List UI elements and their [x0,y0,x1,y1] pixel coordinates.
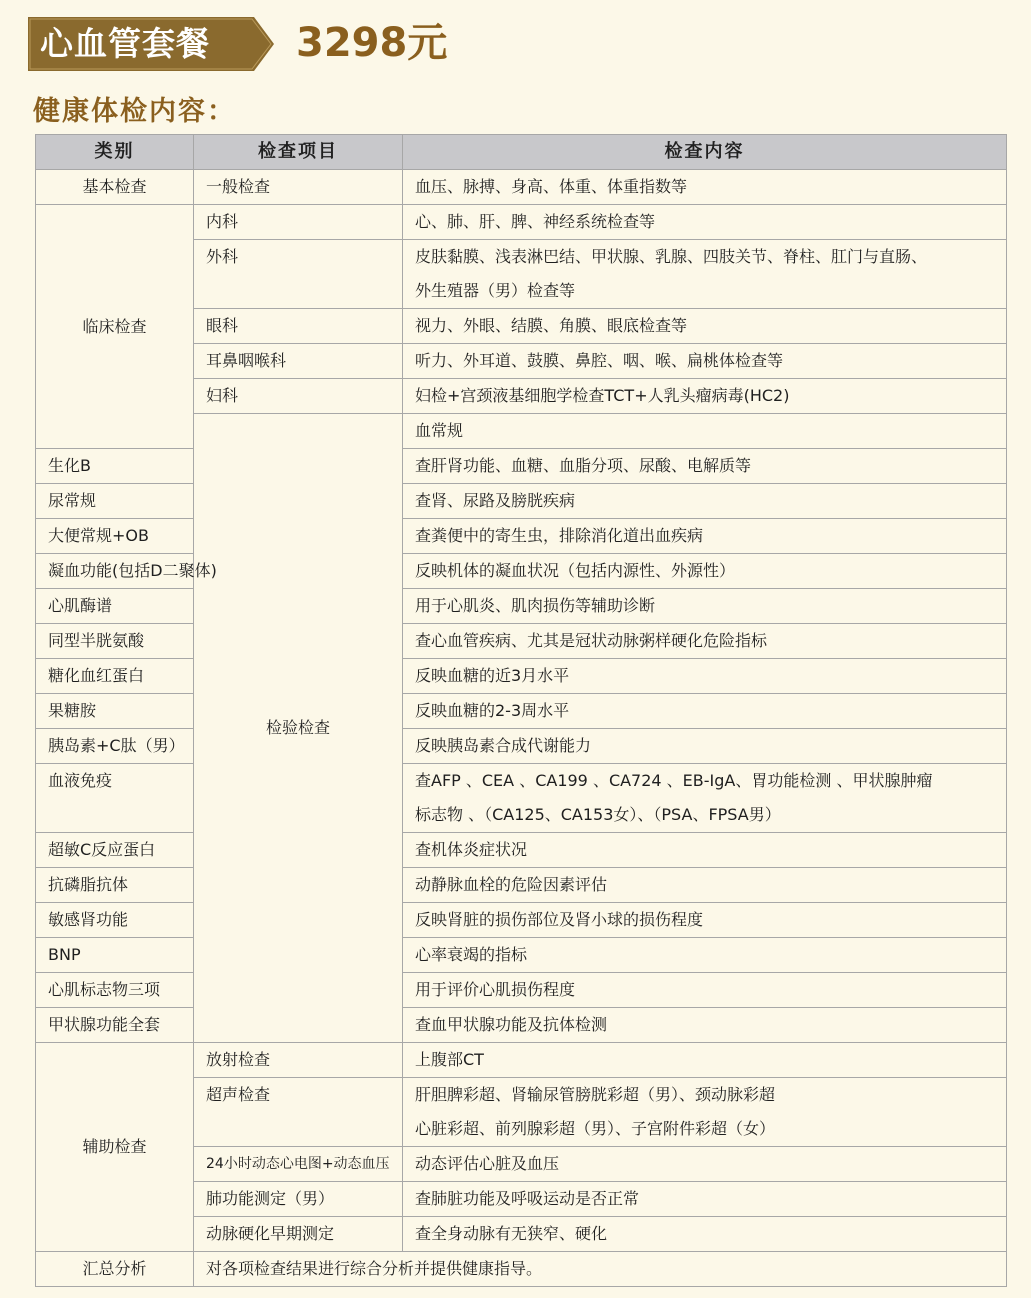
table-row [36,484,1007,519]
category-cell: 辅助检查 [36,1043,194,1252]
table-row [36,1252,1007,1287]
package-title: 心血管套餐 [40,24,210,63]
summary-cell: 对各项检查结果进行综合分析并提供健康指导。 [194,1252,1007,1287]
header-item: 检查项目 [194,135,403,170]
item-cell: 敏感肾功能 [36,903,194,938]
content-cell: 动静脉血栓的危险因素评估 [403,868,1007,903]
content-cell: 反映胰岛素合成代谢能力 [403,729,1007,764]
item-cell: 眼科 [194,309,403,344]
item-cell: 血液免疫 [36,764,194,833]
content-cell: 查肺脏功能及呼吸运动是否正常 [403,1182,1007,1217]
item-cell: 妇科 [194,379,403,414]
item-cell: 心肌标志物三项 [36,973,194,1008]
content-line: 外生殖器（男）检查等 [415,281,576,300]
content-cell: 视力、外眼、结膜、角膜、眼底检查等 [403,309,1007,344]
content-cell: 上腹部CT [403,1043,1007,1078]
category-cell: 临床检查 [36,205,194,449]
content-cell: 反映血糖的2-3周水平 [403,694,1007,729]
content-cell: 查机体炎症状况 [403,833,1007,868]
item-cell: 抗磷脂抗体 [36,868,194,903]
content-line: 心脏彩超、前列腺彩超（男）、子宫附件彩超（女） [415,1119,776,1138]
item-cell: 尿常规 [36,484,194,519]
table-row [36,554,1007,589]
content-cell: 查粪便中的寄生虫，排除消化道出血疾病 [403,519,1007,554]
item-cell: 凝血功能(包括D二聚体) [36,554,194,589]
content-line: 皮肤黏膜、浅表淋巴结、甲状腺、乳腺、四肢关节、脊柱、肛门与直肠、 [415,247,928,266]
item-cell: 胰岛素+C肽（男） [36,729,194,764]
content-line: 肝胆脾彩超、肾输尿管膀胱彩超（男）、颈动脉彩超 [415,1085,776,1104]
header-content: 检查内容 [403,135,1007,170]
table-row [36,764,1007,833]
package-banner [28,17,274,71]
content-cell: 查心血管疾病、尤其是冠状动脉粥样硬化危险指标 [403,624,1007,659]
table-row [36,624,1007,659]
item-cell: 糖化血红蛋白 [36,659,194,694]
content-cell: 心率衰竭的指标 [403,938,1007,973]
header-category: 类别 [36,135,194,170]
content-cell: 听力、外耳道、鼓膜、鼻腔、咽、喉、扁桃体检查等 [403,344,1007,379]
content-cell: 妇检+宫颈液基细胞学检查TCT+人乳头瘤病毒(HC2) [403,379,1007,414]
item-cell: BNP [36,938,194,973]
content-cell: 动态评估心脏及血压 [403,1147,1007,1182]
table-row [36,694,1007,729]
table-row [36,729,1007,764]
item-cell: 动脉硬化早期测定 [194,1217,403,1252]
content-line: 查AFP 、CEA 、CA199 、CA724 、EB-IgA、胃功能检测 、甲状腺肿瘤 [415,771,933,790]
content-cell: 反映机体的凝血状况（包括内源性、外源性） [403,554,1007,589]
table-row [36,973,1007,1008]
item-cell: 生化B [36,449,194,484]
table-row [36,868,1007,903]
item-cell: 内科 [194,205,403,240]
table-row [36,1008,1007,1043]
content-cell: 查肝肾功能、血糖、血脂分项、尿酸、电解质等 [403,449,1007,484]
content-cell: 心、肺、肝、脾、神经系统检查等 [403,205,1007,240]
item-cell: 果糖胺 [36,694,194,729]
content-cell: 用于心肌炎、肌肉损伤等辅助诊断 [403,589,1007,624]
section-title: 健康体检内容： [33,96,236,127]
item-cell: 甲状腺功能全套 [36,1008,194,1043]
item-cell: 大便常规+OB [36,519,194,554]
exam-table [35,134,1007,1287]
item-cell: 血常规 [403,414,1007,449]
item-cell: 同型半胱氨酸 [36,624,194,659]
item-cell: 心肌酶谱 [36,589,194,624]
table-row [36,170,1007,205]
content-cell [403,764,1007,833]
content-cell: 反映肾脏的损伤部位及肾小球的损伤程度 [403,903,1007,938]
item-cell: 耳鼻咽喉科 [194,344,403,379]
table-row [36,1043,1007,1078]
item-cell: 一般检查 [194,170,403,205]
item-cell: 放射检查 [194,1043,403,1078]
item-cell: 超声检查 [194,1078,403,1147]
table-row [36,659,1007,694]
content-cell: 反映血糖的近3月水平 [403,659,1007,694]
category-cell: 检验检查 [194,414,403,1043]
item-cell: 肺功能测定（男） [194,1182,403,1217]
content-cell [403,1078,1007,1147]
content-line: 标志物 、（CA125、CA153女）、（PSA、FPSA男） [415,805,781,824]
item-cell: 24小时动态心电图+动态血压 [194,1147,403,1182]
table-row [36,589,1007,624]
content-cell: 用于评价心肌损伤程度 [403,973,1007,1008]
content-cell [403,240,1007,309]
content-cell: 查全身动脉有无狭窄、硬化 [403,1217,1007,1252]
table-row [36,903,1007,938]
package-price: 3298元 [296,20,448,66]
table-row [36,205,1007,240]
category-cell: 基本检查 [36,170,194,205]
table-row [36,938,1007,973]
table-row [36,449,1007,484]
item-cell: 超敏C反应蛋白 [36,833,194,868]
item-cell: 外科 [194,240,403,309]
table-row [36,519,1007,554]
table-row [36,833,1007,868]
content-cell: 查血甲状腺功能及抗体检测 [403,1008,1007,1043]
content-cell: 血压、脉搏、身高、体重、体重指数等 [403,170,1007,205]
category-cell: 汇总分析 [36,1252,194,1287]
content-cell: 查肾、尿路及膀胱疾病 [403,484,1007,519]
table-header-row [36,135,1007,170]
